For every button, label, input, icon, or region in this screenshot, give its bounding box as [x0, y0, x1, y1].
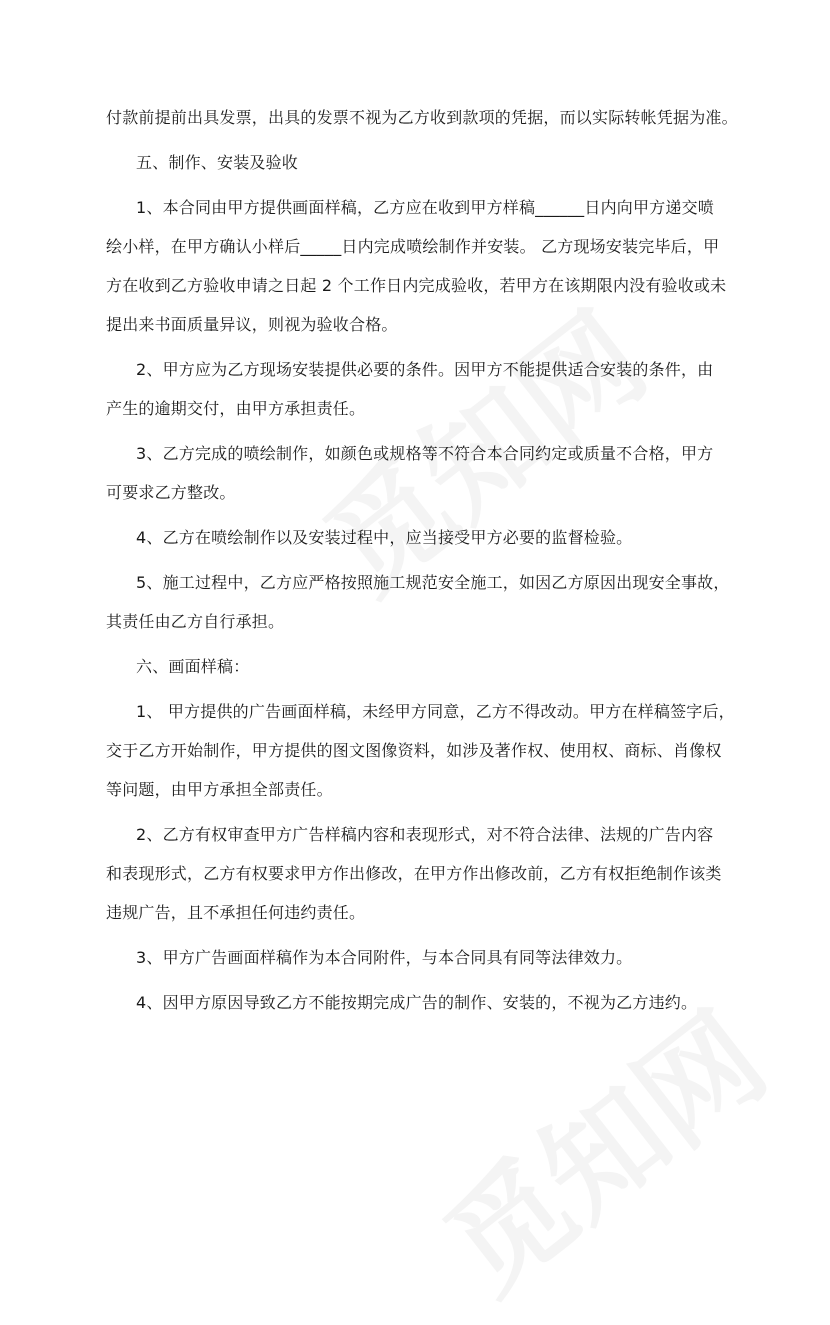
- paragraph-line: 其责任由乙方自行承担。: [106, 612, 285, 631]
- paragraph-line: 违规广告，且不承担任何违约责任。: [106, 903, 366, 922]
- paragraph-p7: [106, 656, 732, 677]
- paragraph-p4: [106, 443, 732, 503]
- paragraph-line: 提出来书面质量异议，则视为验收合格。: [106, 315, 398, 334]
- paragraph-line: 5、施工过程中，乙方应严格按照施工规范安全施工，如因乙方原因出现安全事故，: [136, 573, 730, 592]
- paragraph-line: 1、 甲方提供的广告画面样稿，未经甲方同意，乙方不得改动。甲方在样稿签字后，: [136, 702, 735, 721]
- paragraph-line: 3、甲方广告画面样稿作为本合同附件，与本合同具有同等法律效力。: [136, 948, 633, 967]
- paragraph-line: 可要求乙方整改。: [106, 483, 236, 502]
- paragraph-p6: [106, 572, 732, 632]
- paragraph-line: 3、乙方完成的喷绘制作，如颜色或规格等不符合本合同约定或质量不合格，甲方: [136, 444, 714, 463]
- paragraph-line: 六、画面样稿：: [136, 657, 250, 676]
- paragraph-p0: [106, 107, 738, 128]
- paragraph-line: 2、乙方有权审查甲方广告样稿内容和表现形式，对不符合法律、法规的广告内容: [136, 825, 714, 844]
- paragraph-p11: [106, 992, 732, 1013]
- paragraph-line: 五、制作、安装及验收: [136, 153, 299, 172]
- paragraph-line: 方在收到乙方验收申请之日起 2 个工作日内完成验收，若甲方在该期限内没有验收或未: [106, 276, 727, 295]
- paragraph-line: 4、因甲方原因导致乙方不能按期完成广告的制作、安装的，不视为乙方违约。: [136, 993, 698, 1012]
- paragraph-line: 2、甲方应为乙方现场安装提供必要的条件。因甲方不能提供适合安装的条件，由: [136, 360, 714, 379]
- paragraph-line: 付款前提前出具发票，出具的发票不视为乙方收到款项的凭据，而以实际转帐凭据为准。: [106, 108, 738, 127]
- paragraph-line: 绘小样，在甲方确认小样后_____日内完成喷绘制作并安装。 乙方现场安装完毕后，甲: [106, 237, 720, 256]
- paragraph-p10: [106, 947, 732, 968]
- paragraph-line: 4、乙方在喷绘制作以及安装过程中，应当接受甲方必要的监督检验。: [136, 528, 633, 547]
- paragraph-p8: [106, 701, 735, 800]
- paragraph-p9: [106, 824, 732, 923]
- paragraph-p2: [106, 197, 732, 335]
- document-body: [106, 107, 738, 1037]
- paragraph-p5: [106, 527, 732, 548]
- paragraph-line: 交于乙方开始制作，甲方提供的图文图像资料，如涉及著作权、使用权、商标、肖像权: [106, 741, 722, 760]
- paragraph-p3: [106, 359, 732, 419]
- paragraph-line: 1、本合同由甲方提供画面样稿，乙方应在收到甲方样稿______日内向甲方递交喷: [136, 198, 714, 217]
- paragraph-line: 和表现形式，乙方有权要求甲方作出修改，在甲方作出修改前，乙方有权拒绝制作该类: [106, 864, 722, 883]
- paragraph-p1: [106, 152, 732, 173]
- paragraph-line: 等问题，由甲方承担全部责任。: [106, 780, 333, 799]
- paragraph-line: 产生的逾期交付，由甲方承担责任。: [106, 399, 366, 418]
